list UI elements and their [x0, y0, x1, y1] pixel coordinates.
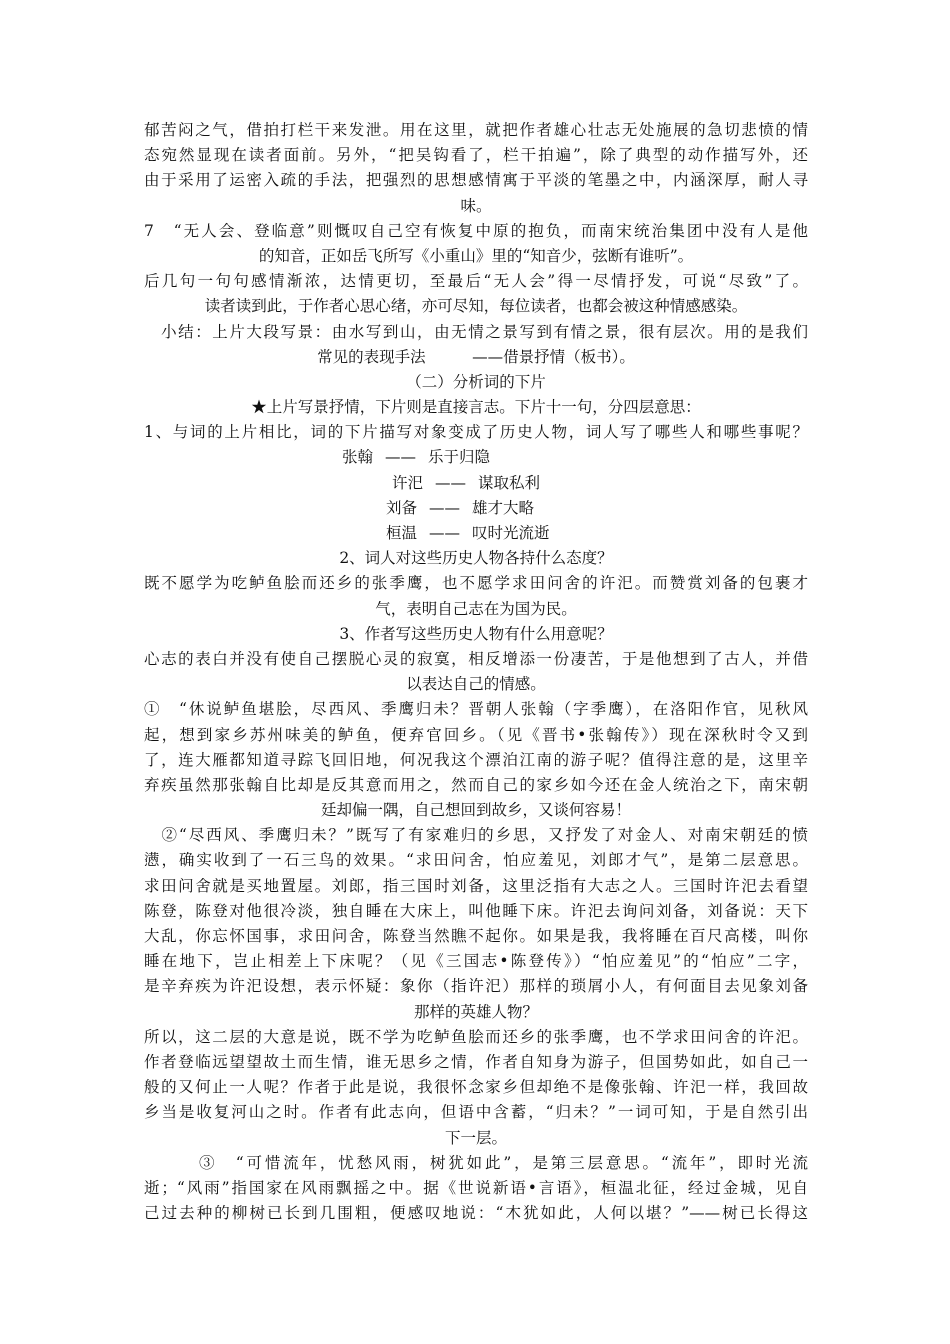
text-line: 廷却偏一隅，自己想回到故乡，又谈何容易！ — [320, 801, 631, 820]
text-line: 2、词人对这些历史人物各持什么态度？ — [339, 549, 613, 568]
figure-trait: 雄才大略 — [472, 498, 535, 517]
text-line: ②“尽西风、季鹰归未？”既写了有家难归的乡思，又抒发了对金人、对南宋朝廷的愤 — [144, 826, 808, 845]
text-line: 所以，这二层的大意是说，既不学为吃鲈鱼脍而还乡的张季鹰，也不学求田问舍的许汜。 — [144, 1027, 808, 1046]
figure-dash: —— — [435, 473, 467, 492]
text-line: ★上片写景抒情，下片则是直接言志。下片十一句，分四层意思： — [251, 398, 701, 417]
text-line: 后几句一句句感情渐浓，达情更切，至最后“无人会”得一尽情抒发，可说“尽致”了。 — [144, 272, 808, 291]
text-line: 1、与词的上片相比，词的下片描写对象变成了历史人物，词人写了哪些人和哪些事呢？ — [144, 423, 808, 442]
figure-name: 刘备 — [386, 498, 418, 517]
text-line: 郁苦闷之气，借拍打栏干来发泄。用在这里，就把作者雄心壮志无处施展的急切悲愤的情 — [144, 121, 808, 139]
text-line: 气，表明自己志在为国为民。 — [375, 599, 577, 618]
text-line: 了，连大雁都知道寻踪飞回旧地，何况我这个漂泊江南的游子呢？值得注意的是，这里辛 — [144, 750, 808, 769]
text-line: 起，想到家乡苏州味美的鲈鱼，便弃官回乡。（见《晋书•张翰传》）现在深秋时令又到 — [144, 725, 808, 744]
text-line: ① “休说鲈鱼堪脍，尽西风、季鹰归未？晋朝人张翰（字季鹰），在洛阳作官，见秋风 — [144, 700, 808, 719]
figure-name: 许汜 — [392, 473, 424, 492]
text-line: 逝；“风雨”指国家在风雨飘摇之中。据《世说新语•言语》，桓温北征，经过金城，见自 — [144, 1178, 808, 1197]
figure-dash: —— — [429, 498, 461, 517]
text-line: 那样的英雄人物？ — [413, 1002, 538, 1021]
text-line: 7 “无人会、登临意”则慨叹自己空有恢复中原的抱负，而南宋统治集团中没有人是他 — [144, 221, 808, 240]
text-line: 常见的表现手法 ——借景抒情（板书）。 — [317, 347, 635, 366]
text-line: 既不愿学为吃鲈鱼脍而还乡的张季鹰，也不愿学求田问舍的许汜。而赞赏刘备的包裹才 — [144, 574, 808, 593]
text-line: 弃疾虽然那张翰自比却是反其意而用之，然而自己的家乡如今还在金人统治之下，南宋朝 — [144, 775, 808, 794]
document-page — [144, 118, 808, 1226]
text-block-upper — [144, 118, 808, 445]
figure-dash: —— — [429, 524, 461, 542]
text-line: 是辛弃疾为许汜设想，表示怀疑：象你（指许汜）那样的琐屑小人，有何面目去见象刘备 — [144, 977, 808, 996]
figure-trait: 谋取私利 — [478, 473, 541, 492]
figure-row — [144, 471, 808, 496]
figure-name: 张翰 — [342, 448, 374, 467]
figure-row — [144, 496, 808, 521]
text-line: 般的又何止一人呢？作者于此是说，我很怀念家乡但却绝不是像张翰、许汜一样，我回故 — [144, 1078, 808, 1097]
text-block-lower — [144, 546, 808, 1226]
text-line: 的知音，正如岳飞所写《小重山》里的“知音少，弦断有谁听”。 — [258, 246, 694, 265]
text-line: 3、作者写这些历史人物有什么用意呢？ — [339, 624, 613, 643]
figure-name: 桓温 — [386, 524, 418, 542]
figure-row — [144, 445, 808, 470]
text-line: 小结：上片大段写景：由水写到山，由无情之景写到有情之景，很有层次。用的是我们 — [144, 322, 808, 341]
figure-dash: —— — [385, 448, 417, 467]
text-line: 以表达自己的情感。 — [406, 675, 546, 694]
text-line: 态宛然显现在读者面前。另外，“把吴钩看了，栏干拍遍”，除了典型的动作描写外，还 — [144, 146, 808, 165]
text-line: ③ “可惜流年，忧愁风雨，树犹如此”，是第三层意思。“流年”，即时光流 — [144, 1153, 808, 1172]
text-line: 由于采用了运密入疏的手法，把强烈的思想感情寓于平淡的笔墨之中，内涵深厚，耐人寻 — [144, 171, 808, 190]
historical-figures-list — [144, 445, 808, 546]
text-line: 懑，确实收到了一石三鸟的效果。“求田问舍，怕应羞见，刘郎才气”，是第二层意思。 — [144, 851, 808, 870]
text-line: 乡当是收复河山之时。作者有此志向，但语中含蓄，“归未？”一词可知，于是自然引出 — [144, 1103, 808, 1122]
text-line: 陈登，陈登对他很冷淡，独自睡在大床上，叫他睡下床。许汜去询问刘备，刘备说：天下 — [144, 901, 808, 920]
text-line: 大乱，你忘怀国事，求田问舍，陈登当然瞧不起你。如果是我，我将睡在百尺高楼，叫你 — [144, 927, 808, 945]
text-line: 求田问舍就是买地置屋。刘郎，指三国时刘备，这里泛指有大志之人。三国时许汜去看望 — [144, 876, 808, 895]
text-line: 读者读到此，于作者心思心绪，亦可尽知，每位读者，也都会被这种情感感染。 — [204, 297, 748, 316]
text-line: 作者登临远望望故土而生情，谁无思乡之情，作者自知身为游子，但国势如此，如自己一 — [144, 1052, 808, 1071]
text-line: 己过去种的柳树已长到几围粗，便感叹地说：“木犹如此，人何以堪？”——树已长得这 — [144, 1204, 808, 1223]
text-line: 心志的表白并没有使自己摆脱心灵的寂寞，相反增添一份凄苦，于是他想到了古人，并借 — [144, 649, 808, 668]
text-line: （二）分析词的下片 — [406, 372, 546, 391]
text-line: 下一层。 — [444, 1128, 507, 1147]
text-line: 味。 — [460, 196, 492, 215]
figure-trait: 叹时光流逝 — [472, 524, 550, 542]
figure-row — [144, 521, 808, 546]
text-line: 睡在地下，岂止相差上下床呢？（见《三国志•陈登传》）“怕应羞见”的“怕应”二字， — [144, 952, 808, 971]
figure-trait: 乐于归隐 — [428, 448, 491, 467]
